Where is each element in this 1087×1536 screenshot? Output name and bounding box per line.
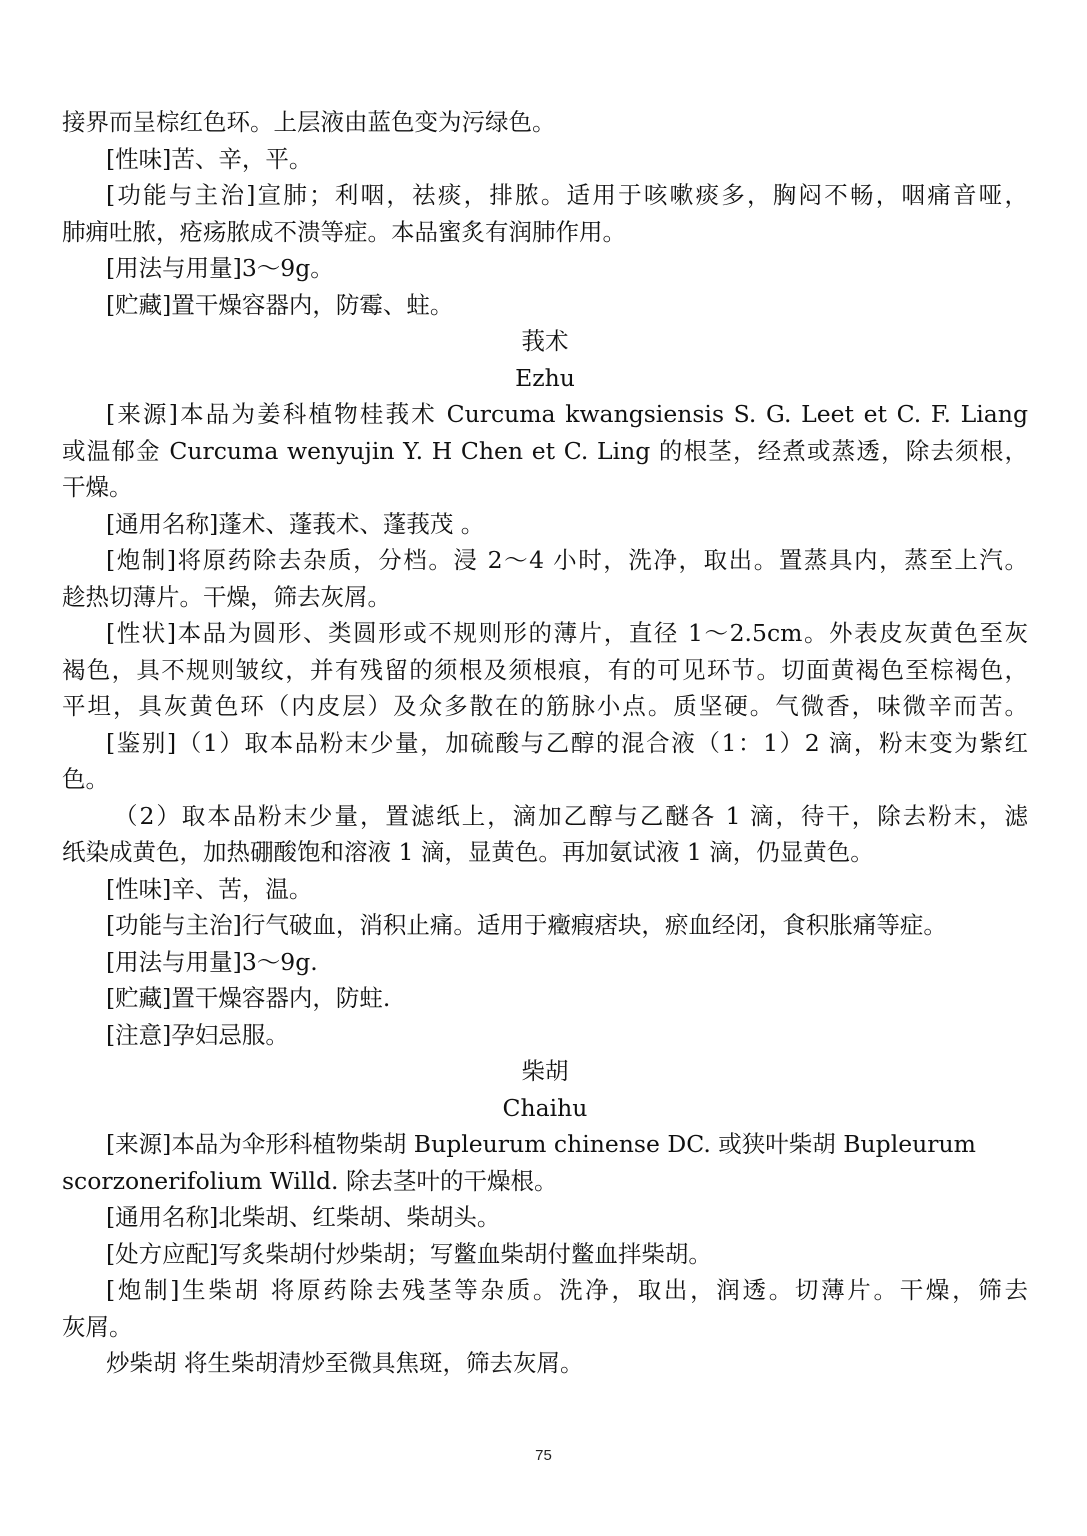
text-line: [性味]辛、苦，温。 <box>106 874 313 903</box>
text-line: [鉴别]（1）取本品粉末少量，加硫酸与乙醇的混合液（1：1）2 滴，粉末变为紫红 <box>106 728 1028 757</box>
section-title-pinyin: Ezhu <box>515 363 575 392</box>
page-number: 75 <box>535 1447 552 1464</box>
text-line: [通用名称]北柴胡、红柴胡、柴胡头。 <box>106 1203 501 1231</box>
text-line: [来源]本品为姜科植物桂莪术 Curcuma kwangsiensis S. G. Leet et C. F. Liang <box>106 400 1028 428</box>
text-line: [贮藏]置干燥容器内，防蛀. <box>106 984 391 1012</box>
text-line: （2）取本品粉末少量，置滤纸上，滴加乙醇与乙醚各 1 滴，待干，除去粉末，滤 <box>114 801 1028 830</box>
section-title: 莪术 <box>521 327 569 355</box>
text-line: [炮制]生柴胡 将原药除去残茎等杂质。洗净，取出，润透。切薄片。干燥，筛去 <box>106 1276 1028 1304</box>
text-line: [通用名称]蓬术、蓬莪术、蓬莪茂 。 <box>106 509 485 538</box>
text-line: [处方应配]写炙柴胡付炒柴胡；写鳖血柴胡付鳖血拌柴胡。 <box>106 1239 712 1268</box>
text-line: 色。 <box>62 765 109 793</box>
text-line: [注意]孕妇忌服。 <box>106 1020 289 1049</box>
document-body <box>62 104 1028 1382</box>
text-line: 灰屑。 <box>62 1312 133 1341</box>
text-line: 肺痈吐脓，疮疡脓成不溃等症。本品蜜炙有润肺作用。 <box>62 217 626 246</box>
text-line: 纸染成黄色，加热硼酸饱和溶液 1 滴，显黄色。再加氨试液 1 滴，仍显黄色。 <box>62 838 874 866</box>
text-line: [性状]本品为圆形、类圆形或不规则形的薄片，直径 1～2.5cm。外表皮灰黄色至灰 <box>106 619 1028 647</box>
text-line: 趁热切薄片。干燥，筛去灰屑。 <box>62 582 391 611</box>
text-line: [来源]本品为伞形科植物柴胡 Bupleurum chinense DC. 或狭叶柴胡 Bupleurum <box>106 1130 976 1158</box>
text-line: [贮藏]置干燥容器内，防霉、蛀。 <box>106 290 454 319</box>
text-line: [性味]苦、辛，平。 <box>106 144 313 173</box>
text-line: [功能与主治]行气破血，消积止痛。适用于癥瘕痞块，瘀血经闭，食积胀痛等症。 <box>106 911 947 939</box>
section-title: 柴胡 <box>521 1057 569 1085</box>
text-line: 褐色，具不规则皱纹，并有残留的须根及须根痕，有的可见环节。切面黄褐色至棕褐色， <box>62 655 1028 684</box>
text-line: [炮制]将原药除去杂质，分档。浸 2～4 小时，洗净，取出。置蒸具内，蒸至上汽。 <box>106 546 1028 574</box>
text-line: 平坦，具灰黄色环（内皮层）及众多散在的筋脉小点。质坚硬。气微香，味微辛而苦。 <box>62 692 1028 720</box>
text-line: [用法与用量]3～9g。 <box>106 254 334 282</box>
text-line: [用法与用量]3～9g. <box>106 947 318 976</box>
section-title-pinyin: Chaihu <box>502 1093 588 1122</box>
text-line: 或温郁金 Curcuma wenyujin Y. H Chen et C. Ling 的根茎，经煮或蒸透，除去须根， <box>62 436 1028 465</box>
text-line: scorzonerifolium Willd. 除去茎叶的干燥根。 <box>62 1166 558 1195</box>
text-line: 干燥。 <box>62 473 133 501</box>
text-line: 接界而呈棕红色环。上层液由蓝色变为污绿色。 <box>62 108 556 136</box>
text-line: [功能与主治]宣肺；利咽，祛痰，排脓。适用于咳嗽痰多，胸闷不畅，咽痛音哑， <box>106 181 1028 209</box>
text-line: 炒柴胡 将生柴胡清炒至微具焦斑，筛去灰屑。 <box>106 1349 584 1377</box>
